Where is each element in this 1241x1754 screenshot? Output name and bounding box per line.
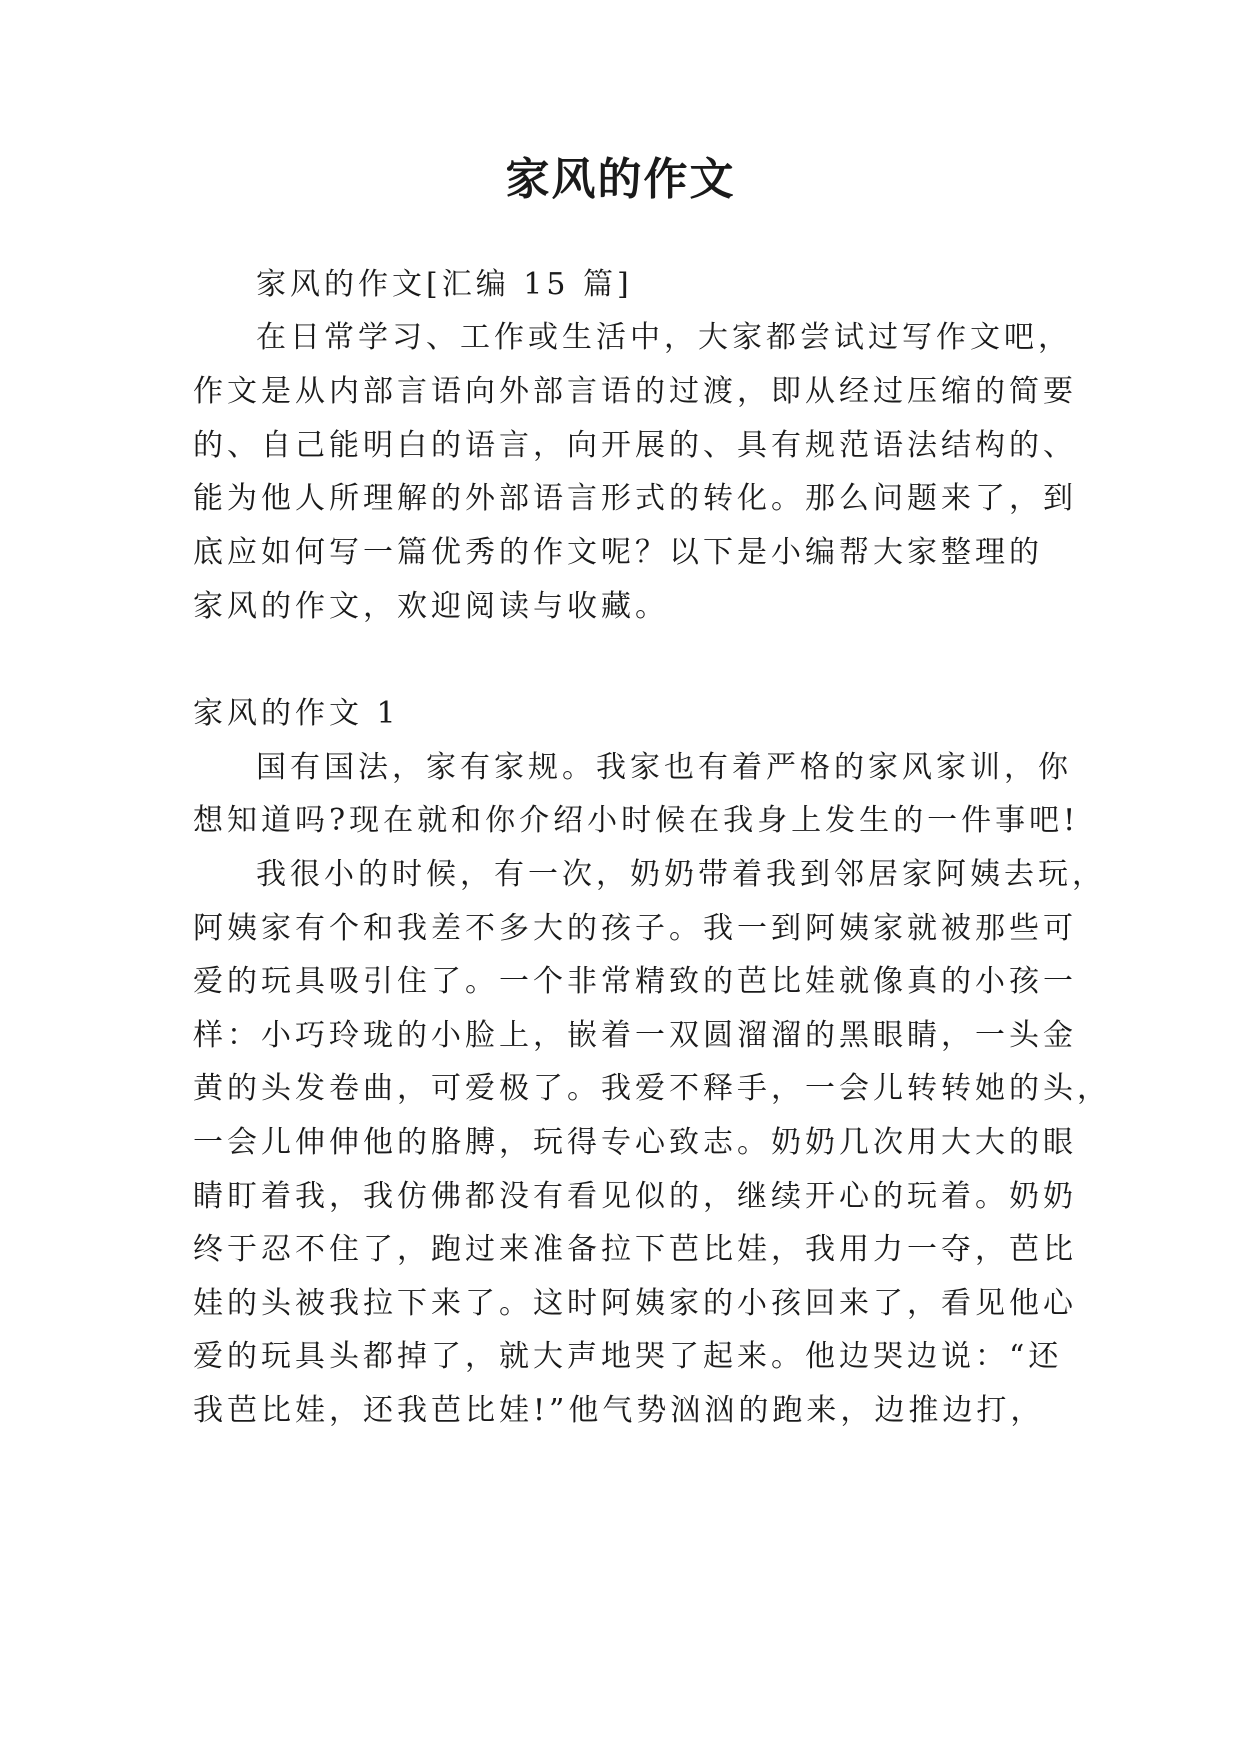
para1-line-1: 国有国法，家有家规。我家也有着严格的家风家训，你 bbox=[256, 750, 1072, 785]
para2-line-5: 黄的头发卷曲，可爱极了。我爱不释手，一会儿转转她的头， bbox=[193, 1071, 1111, 1106]
para2-line-6: 一会儿伸伸他的胳膊，玩得专心致志。奶奶几次用大大的眼 bbox=[193, 1125, 1077, 1160]
para2-line-8: 终于忍不住了，跑过来准备拉下芭比娃，我用力一夺，芭比 bbox=[193, 1232, 1077, 1267]
para1-line-2: 想知道吗?现在就和你介绍小时候在我身上发生的一件事吧! bbox=[193, 803, 1080, 838]
para2-line-11: 我芭比娃，还我芭比娃!”他气势汹汹的跑来，边推边打， bbox=[193, 1393, 1045, 1428]
para2-line-9: 娃的头被我拉下来了。这时阿姨家的小孩回来了，看见他心 bbox=[193, 1286, 1077, 1321]
intro-line-4: 能为他人所理解的外部语言形式的转化。那么问题来了，到 bbox=[193, 481, 1077, 516]
document-title: 家风的作文 bbox=[505, 154, 736, 205]
section-heading: 家风的作文 1 bbox=[193, 696, 400, 731]
document-subtitle: 家风的作文[汇编 15 篇] bbox=[256, 267, 633, 302]
intro-line-1: 在日常学习、工作或生活中，大家都尝试过写作文吧， bbox=[256, 320, 1072, 355]
para2-line-7: 睛盯着我，我仿佛都没有看见似的，继续开心的玩着。奶奶 bbox=[193, 1179, 1077, 1214]
intro-line-5: 底应如何写一篇优秀的作文呢？以下是小编帮大家整理的 bbox=[193, 535, 1043, 570]
para2-line-10: 爱的玩具头都掉了，就大声地哭了起来。他边哭边说：“还 bbox=[193, 1339, 1063, 1374]
intro-line-6: 家风的作文，欢迎阅读与收藏。 bbox=[193, 589, 669, 624]
intro-line-3: 的、自己能明白的语言，向开展的、具有规范语法结构的、 bbox=[193, 428, 1077, 463]
para2-line-1: 我很小的时候，有一次，奶奶带着我到邻居家阿姨去玩， bbox=[256, 857, 1106, 892]
intro-line-2: 作文是从内部言语向外部言语的过渡，即从经过压缩的简要 bbox=[193, 374, 1077, 409]
para2-line-2: 阿姨家有个和我差不多大的孩子。我一到阿姨家就被那些可 bbox=[193, 911, 1077, 946]
para2-line-4: 样：小巧玲珑的小脸上，嵌着一双圆溜溜的黑眼睛，一头金 bbox=[193, 1018, 1077, 1053]
para2-line-3: 爱的玩具吸引住了。一个非常精致的芭比娃就像真的小孩一 bbox=[193, 964, 1077, 999]
